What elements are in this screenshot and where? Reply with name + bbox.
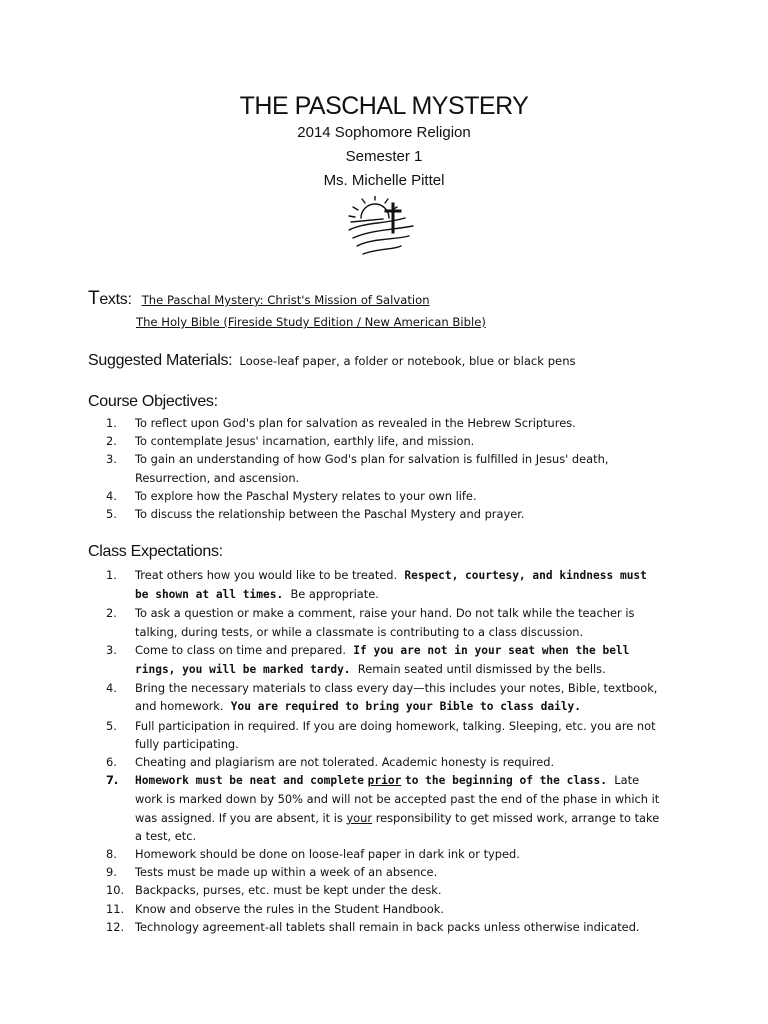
- list-item: 12. Technology agreement-all tablets shall remain in back packs unless otherwise indicated.: [106, 919, 640, 934]
- list-item: 4. Bring the necessary materials to class every day—this includes your notes, Bible, textbook, and homework. You are required to bring your Bible to class daily.: [106, 681, 658, 714]
- texts-row: [88, 288, 430, 310]
- expectations-list: [106, 566, 666, 936]
- list-item: 4. To explore how the Paschal Mystery relates to your own life.: [106, 488, 477, 503]
- objectives-list: [106, 414, 666, 523]
- list-item: 6. Cheating and plagiarism are not tolerated. Academic honesty is required.: [106, 755, 555, 770]
- sunrise-cross-icon: [343, 196, 418, 266]
- expectations-heading: Class Expectations:: [88, 543, 223, 560]
- list-item: 5. To discuss the relationship between the Paschal Mystery and prayer.: [106, 507, 525, 522]
- bible-title: The Holy Bible (Fireside Study Edition / New American Bible): [136, 315, 486, 329]
- materials-heading: Suggested Materials:: [88, 352, 233, 369]
- list-item: 2. To contemplate Jesus' incarnation, earthly life, and mission.: [106, 434, 475, 449]
- texts-heading: Texts:: [88, 288, 132, 309]
- list-item: 9. Tests must be made up within a week of an absence.: [106, 865, 438, 880]
- course-line: 2014 Sophomore Religion: [297, 124, 471, 141]
- list-item: 1. To reflect upon God's plan for salvation as revealed in the Hebrew Scriptures.: [106, 416, 576, 430]
- list-item: 11. Know and observe the rules in the Student Handbook.: [106, 901, 444, 916]
- list-item: 1. Treat others how you would like to be treated. Respect, courtesy, and kindness must be shown at all times. Be appropriate.: [106, 568, 647, 602]
- list-item: 10. Backpacks, purses, etc. must be kept under the desk.: [106, 883, 442, 898]
- materials-row: [88, 350, 576, 370]
- materials-value: Loose-leaf paper, a folder or notebook, blue or black pens: [239, 354, 576, 368]
- list-item: 7. Homework must be neat and complete prior to the beginning of the class. Late work is marked down by 50% and will not be accepted past the end of the phase in which it was assigned. If you are absent, it is your responsibility to get missed work, arrange to take a test, etc.: [106, 773, 660, 843]
- textbook-title: The Paschal Mystery: Christ's Mission of Salvation: [141, 293, 430, 307]
- list-item: 8. Homework should be done on loose-leaf paper in dark ink or typed.: [106, 847, 520, 862]
- document-title: THE PASCHAL MYSTERY: [239, 92, 529, 120]
- list-item: 3. To gain an understanding of how God's plan for salvation is fulfilled in Jesus' death, Resurrection, and ascension.: [106, 452, 609, 485]
- list-item: 2. To ask a question or make a comment, raise your hand. Do not talk while the teacher is talking, during tests, or while a classmate is contributing to a class discussion.: [106, 606, 635, 639]
- semester-line: Semester 1: [345, 148, 423, 165]
- objectives-heading: Course Objectives:: [88, 393, 218, 410]
- teacher-line: Ms. Michelle Pittel: [323, 172, 445, 189]
- list-item: 3. Come to class on time and prepared. If you are not in your seat when the bell rings, you will be marked tardy. Remain seated until dismissed by the bells.: [106, 642, 630, 677]
- list-item: 5. Full participation in required. If you are doing homework, talking. Sleeping, etc. you are not fully participating.: [106, 718, 656, 751]
